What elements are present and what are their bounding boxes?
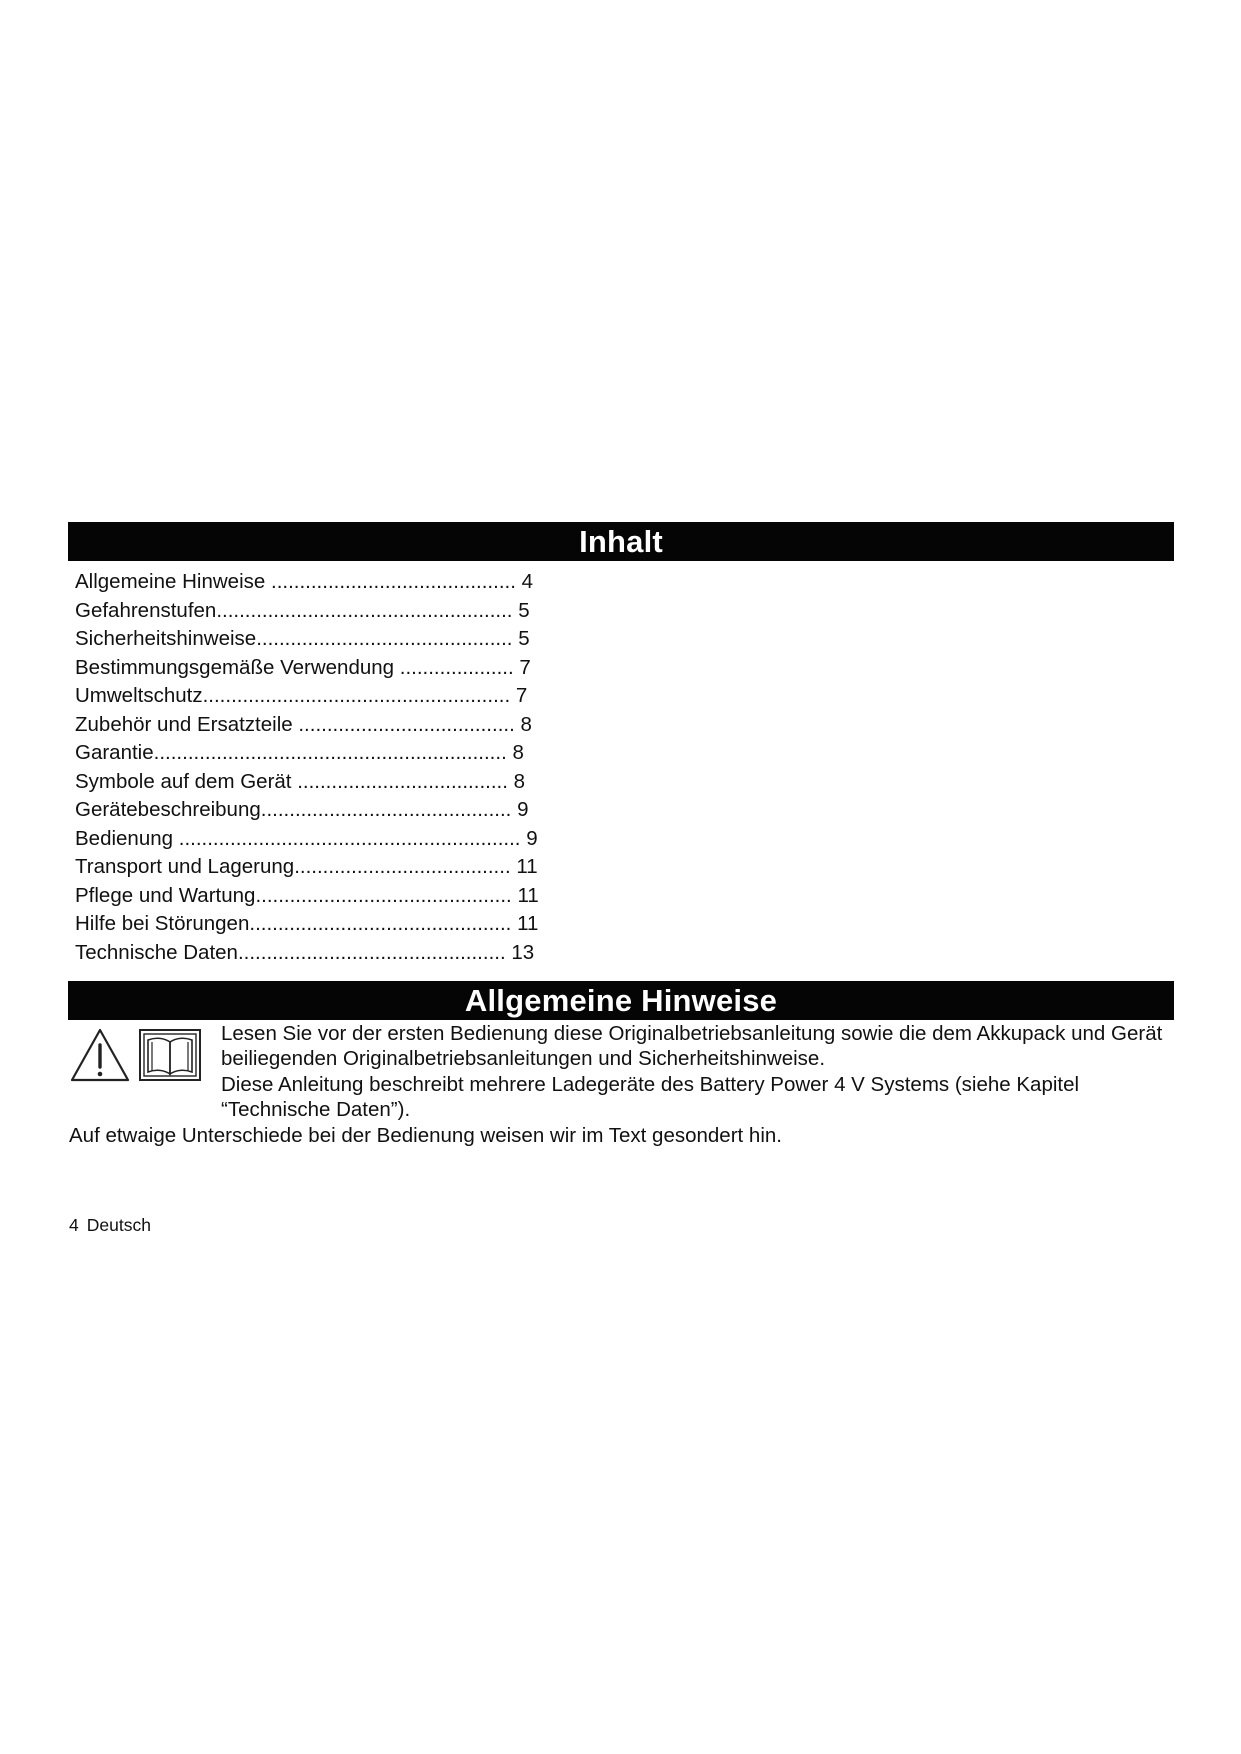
toc-entry-page: 7	[519, 655, 531, 679]
toc-entry-label: Hilfe bei Störungen	[75, 912, 250, 935]
toc-entry-page: 9	[517, 798, 529, 821]
toc-entry[interactable]	[75, 682, 595, 711]
toc-entry-page: 13	[511, 940, 535, 964]
toc-entry-label: Allgemeine Hinweise	[75, 570, 266, 593]
toc-entry-leader: ..............................................	[249, 912, 512, 935]
toc-entry-label: Pflege und Wartung	[75, 883, 256, 907]
toc-entry[interactable]	[75, 711, 595, 740]
table-of-contents	[75, 568, 595, 967]
scope-paragraph: Diese Anleitung beschreibt mehrere Ladegeräte des Battery Power 4 V Systems (siehe Kapitel “Technische Daten”).	[221, 1073, 1080, 1121]
toc-entry-leader: ......................................	[294, 855, 511, 878]
intro-paragraph: Lesen Sie vor der ersten Bedienung diese Originalbetriebsanleitung sowie die dem Akkupack und Gerät beiliegenden Originalbetriebsanleitungen und Sicherheitshinweise.	[221, 1022, 1163, 1070]
toc-entry-label: Bestimmungsgemäße Verwendung	[75, 655, 395, 679]
page-number: 4	[69, 1215, 79, 1235]
toc-entry-leader: .....................................	[291, 769, 508, 793]
general-notes-heading: Allgemeine Hinweise	[68, 981, 1174, 1020]
toc-entry-page: 8	[520, 712, 532, 736]
toc-entry-leader: .............................................	[255, 883, 512, 907]
toc-entry-label: Zubehör und Ersatzteile	[75, 712, 293, 736]
toc-entry-leader: ...............................................	[237, 940, 506, 964]
toc-heading: Inhalt	[68, 522, 1174, 561]
toc-entry[interactable]	[75, 910, 595, 939]
toc-entry-page: 8	[513, 769, 526, 793]
toc-entry-leader: .............................................	[256, 627, 513, 650]
safety-icons	[70, 1028, 204, 1082]
toc-entry-page: 7	[515, 684, 528, 707]
toc-entry-label: Gefahrenstufen	[75, 598, 217, 622]
toc-entry-page: 11	[516, 855, 538, 878]
toc-entry-leader: ............................................................	[173, 826, 521, 850]
toc-entry-leader: ...........................................	[265, 570, 516, 593]
toc-entry[interactable]	[75, 654, 595, 683]
toc-entry[interactable]	[75, 939, 595, 968]
toc-entry[interactable]	[75, 625, 595, 654]
toc-entry[interactable]	[75, 882, 595, 911]
toc-entry-leader: ..............................................................	[153, 741, 507, 764]
toc-entry-page: 5	[518, 627, 530, 650]
toc-entry[interactable]	[75, 568, 595, 597]
differences-paragraph: Auf etwaige Unterschiede bei der Bedienung weisen wir im Text gesondert hin.	[69, 1124, 782, 1147]
toc-entry-label: Bedienung	[75, 826, 174, 850]
toc-entry[interactable]	[75, 825, 595, 854]
toc-entry-leader: ......................................	[292, 712, 515, 736]
toc-entry-leader: ....................	[394, 655, 514, 679]
toc-entry-page: 11	[517, 883, 539, 907]
toc-entry-label: Technische Daten	[75, 940, 238, 964]
toc-entry-label: Garantie	[75, 741, 154, 764]
toc-entry[interactable]	[75, 853, 595, 882]
toc-entry-leader: ............................................	[260, 798, 512, 821]
toc-entry-page: 5	[518, 598, 530, 622]
toc-entry-leader: ......................................................	[202, 684, 511, 707]
toc-entry-leader: ....................................................	[216, 598, 513, 622]
page-footer	[69, 1214, 151, 1236]
footer-language: Deutsch	[86, 1215, 151, 1235]
manual-book-icon	[138, 1028, 204, 1082]
toc-entry-page: 8	[512, 741, 524, 764]
toc-entry[interactable]	[75, 739, 595, 768]
toc-entry-label: Umweltschutz	[75, 684, 203, 707]
toc-entry-label: Sicherheitshinweise	[75, 627, 257, 650]
toc-entry-page: 9	[526, 826, 538, 850]
toc-entry-label: Gerätebeschreibung	[75, 798, 261, 821]
toc-entry[interactable]	[75, 768, 595, 797]
toc-entry[interactable]	[75, 597, 595, 626]
toc-entry-page: 4	[521, 570, 534, 593]
toc-entry-label: Symbole auf dem Gerät	[75, 769, 292, 793]
toc-entry-page: 11	[517, 912, 539, 935]
toc-entry[interactable]	[75, 796, 595, 825]
toc-entry-label: Transport und Lagerung	[75, 855, 295, 878]
